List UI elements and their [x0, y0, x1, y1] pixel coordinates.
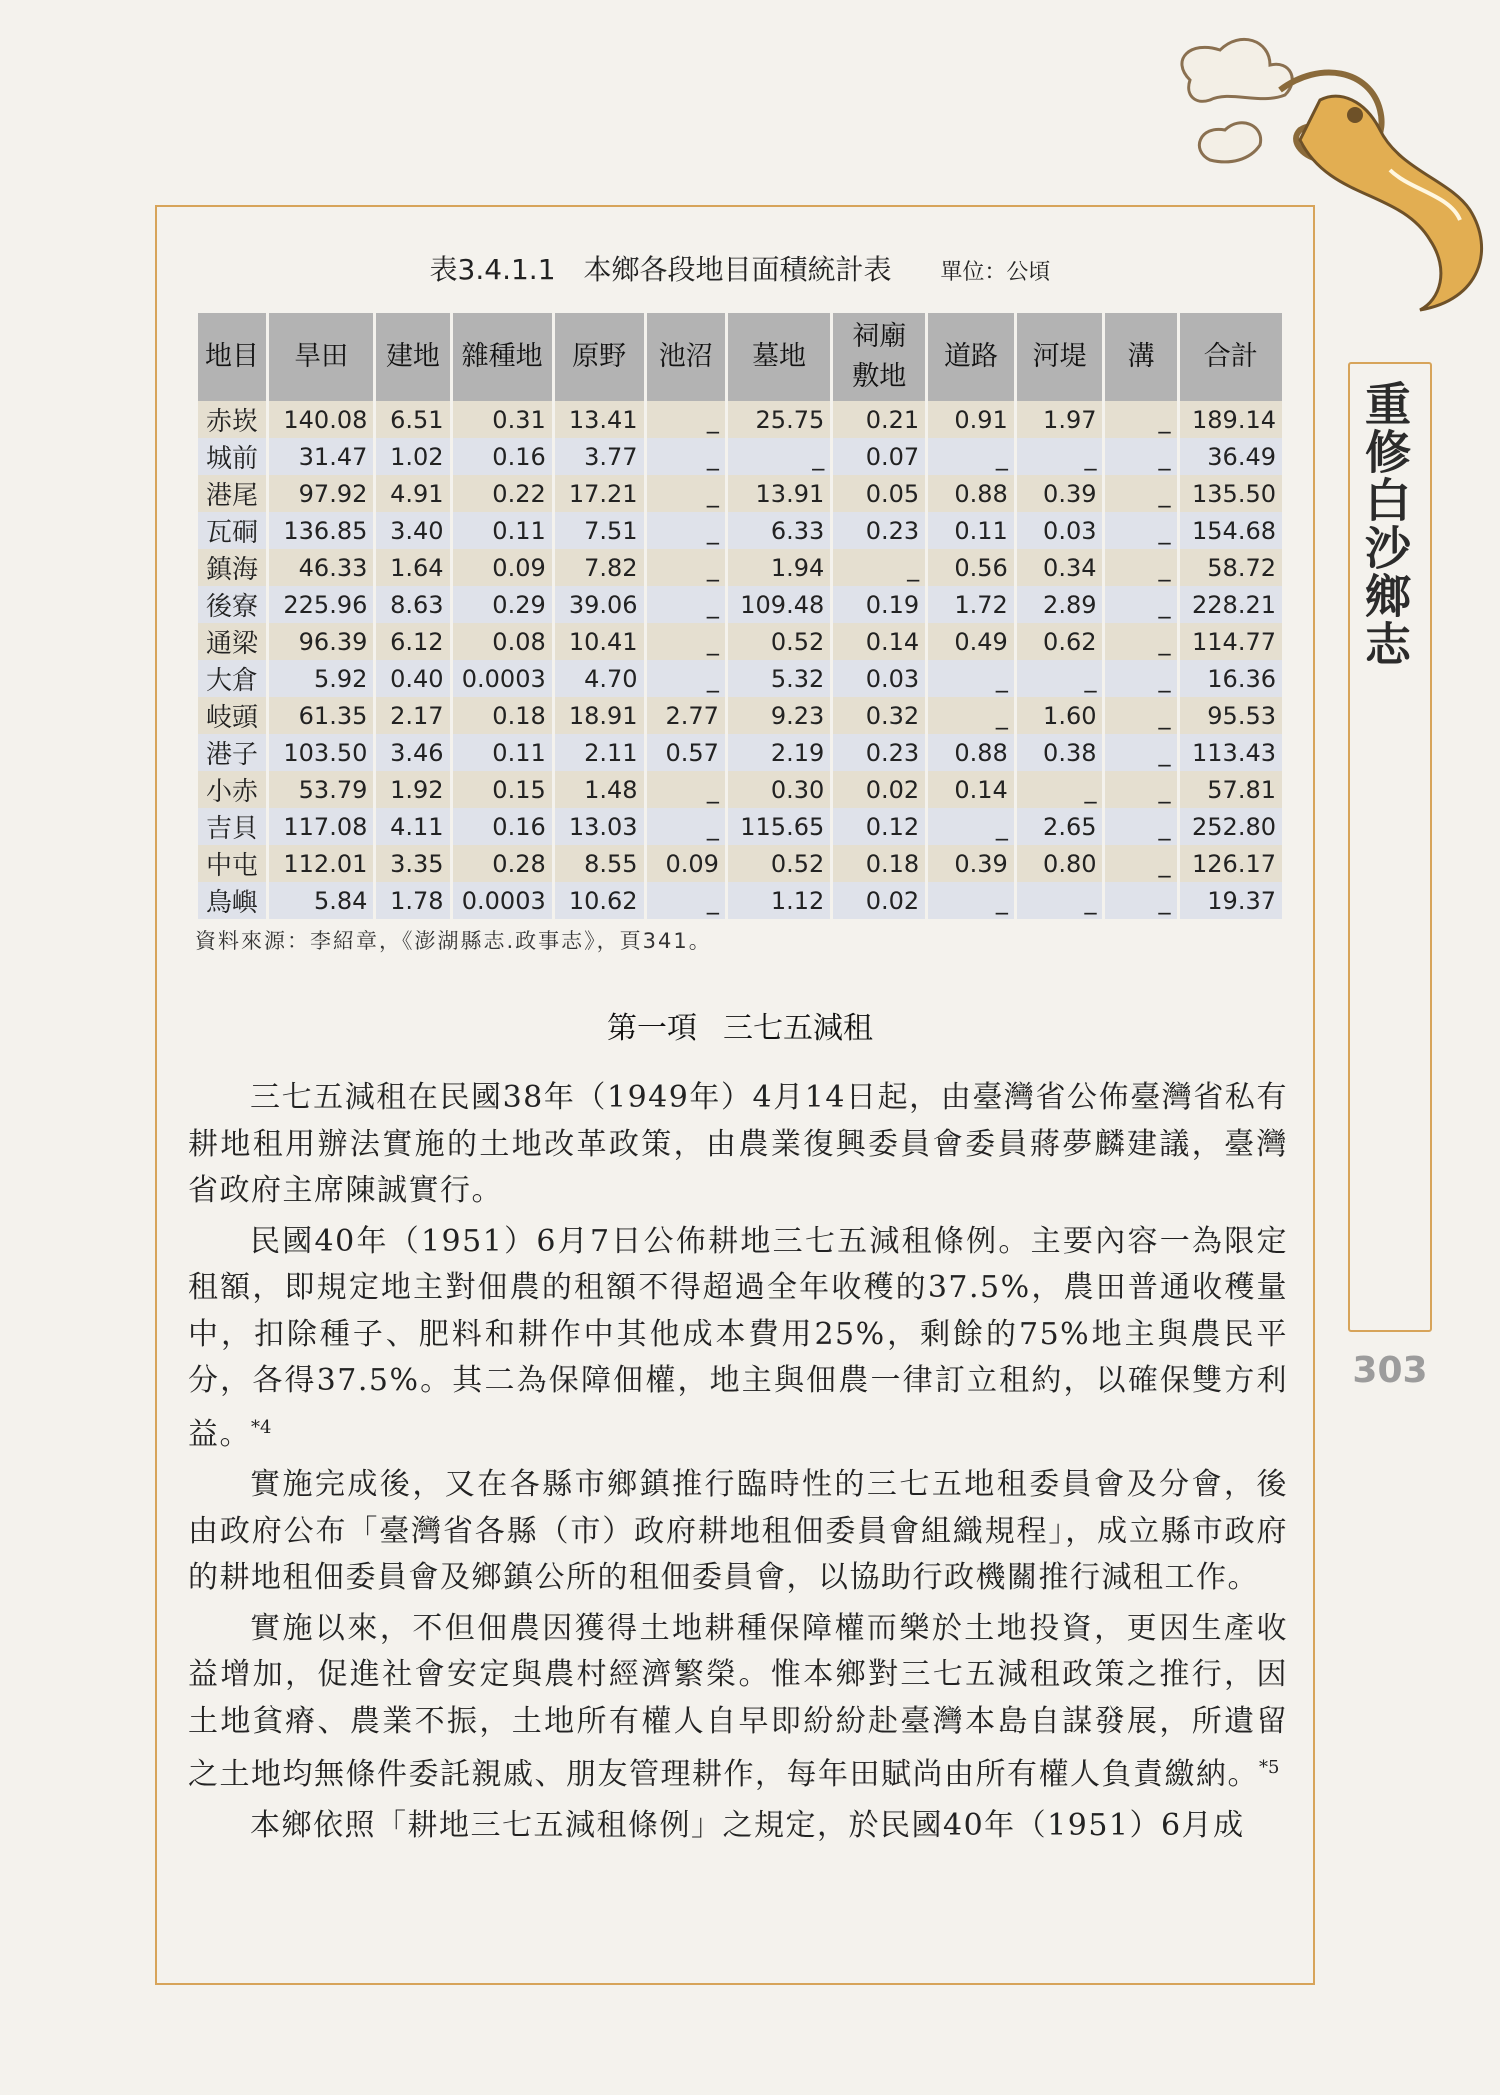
table-cell: 0.31	[453, 401, 552, 438]
table-cell: _	[1105, 623, 1176, 660]
table-cell: _	[647, 808, 725, 845]
table-cell: 115.65	[728, 808, 830, 845]
table-cell: 31.47	[269, 438, 373, 475]
table-cell: _	[647, 475, 725, 512]
table-cell: _	[1105, 549, 1176, 586]
paragraph	[188, 1075, 1288, 1215]
table-row	[198, 623, 1282, 660]
table-cell: 13.41	[555, 401, 644, 438]
row-label: 城前	[198, 438, 266, 475]
paragraph-text: 民國40年（1951）6月7日公佈耕地三七五減租條例。主要內容一為限定租額，即規定地主對佃農的租額不得超過全年收穫的37.5%，農田普通收穫量中，扣除種子、肥料和耕作中其他成本費用25%，剩餘的75%地主與農民平分，各得37.5%。其二為保障佃權，地主與佃農一律訂立租約，以確保雙方利益。	[188, 1223, 1288, 1452]
table-cell: _	[1105, 660, 1176, 697]
table-row	[198, 808, 1282, 845]
table-cell: 0.12	[833, 808, 925, 845]
table-cell: 126.17	[1180, 845, 1282, 882]
table-row	[198, 401, 1282, 438]
paragraph	[188, 1462, 1288, 1602]
table-cell: _	[647, 401, 725, 438]
table-source: 資料來源：李紹章，《澎湖縣志.政事志》，頁341。	[195, 929, 712, 953]
table-cell: 135.50	[1180, 475, 1282, 512]
table-cell: 0.56	[928, 549, 1014, 586]
table-cell: _	[1017, 882, 1103, 919]
table-header-cell: 原野	[555, 313, 644, 401]
table-cell: 8.55	[555, 845, 644, 882]
table-cell: 10.41	[555, 623, 644, 660]
table-cell: 0.07	[833, 438, 925, 475]
table-cell: 0.08	[453, 623, 552, 660]
table-cell: 25.75	[728, 401, 830, 438]
table-cell: 0.16	[453, 808, 552, 845]
row-label: 後寮	[198, 586, 266, 623]
table-cell: 6.51	[376, 401, 449, 438]
table-cell: 0.80	[1017, 845, 1103, 882]
table-cell: _	[1105, 475, 1176, 512]
table-cell: _	[647, 549, 725, 586]
table-cell: 0.52	[728, 623, 830, 660]
table-header-cell: 合計	[1180, 313, 1282, 401]
paragraph-text: 實施以來，不但佃農因獲得土地耕種保障權而樂於土地投資，更因生產收益增加，促進社會安定與農村經濟繁榮。惟本鄉對三七五減租政策之推行，因土地貧瘠、農業不振，土地所有權人自早即紛紛赴臺灣本島自謀發展，所遺留之土地均無條件委託親戚、朋友管理耕作，每年田賦尚由所有權人負責繳納。	[188, 1610, 1288, 1792]
table-cell: 1.12	[728, 882, 830, 919]
table-row	[198, 660, 1282, 697]
table-row	[198, 512, 1282, 549]
row-label: 通梁	[198, 623, 266, 660]
table-cell: 0.39	[1017, 475, 1103, 512]
table-cell: _	[1105, 734, 1176, 771]
paragraph-text: 本鄉依照「耕地三七五減租條例」之規定，於民國40年（1951）6月成	[250, 1807, 1245, 1843]
table-cell: 154.68	[1180, 512, 1282, 549]
table-cell: 10.62	[555, 882, 644, 919]
row-label: 港尾	[198, 475, 266, 512]
section-title: 三七五減租	[723, 1011, 873, 1046]
table-cell: 228.21	[1180, 586, 1282, 623]
table-cell: 0.40	[376, 660, 449, 697]
row-label: 小赤	[198, 771, 266, 808]
table-cell: 0.03	[833, 660, 925, 697]
table-cell: 96.39	[269, 623, 373, 660]
table-cell: 1.72	[928, 586, 1014, 623]
table-cell: 0.19	[833, 586, 925, 623]
table-title: 表3.4.1.1 本鄉各段地目面積統計表	[429, 253, 892, 286]
table-cell: _	[647, 623, 725, 660]
table-row	[198, 438, 1282, 475]
table-header-cell: 旱田	[269, 313, 373, 401]
table-cell: 2.19	[728, 734, 830, 771]
table-cell: 7.82	[555, 549, 644, 586]
table-cell: 189.14	[1180, 401, 1282, 438]
table-cell: 0.02	[833, 882, 925, 919]
table-cell: 113.43	[1180, 734, 1282, 771]
table-cell: 16.36	[1180, 660, 1282, 697]
table-cell: 0.62	[1017, 623, 1103, 660]
table-header-cell: 雜種地	[453, 313, 552, 401]
table-cell: 8.63	[376, 586, 449, 623]
table-cell: 0.05	[833, 475, 925, 512]
table-cell: 0.23	[833, 734, 925, 771]
table-row	[198, 771, 1282, 808]
table-cell: 18.91	[555, 697, 644, 734]
table-cell: 112.01	[269, 845, 373, 882]
table-cell: 36.49	[1180, 438, 1282, 475]
table-cell: _	[928, 697, 1014, 734]
page-number: 303	[1352, 1350, 1428, 1391]
table-header-cell: 溝	[1105, 313, 1176, 401]
table-cell: 252.80	[1180, 808, 1282, 845]
table-cell: 7.51	[555, 512, 644, 549]
section-heading	[195, 1003, 1285, 1047]
table-cell: _	[1105, 586, 1176, 623]
table-cell: 3.77	[555, 438, 644, 475]
table-cell: 0.09	[647, 845, 725, 882]
table-body	[198, 401, 1282, 919]
table-cell: 103.50	[269, 734, 373, 771]
table-cell: 3.46	[376, 734, 449, 771]
table-cell: 6.33	[728, 512, 830, 549]
table-cell: _	[1017, 438, 1103, 475]
row-label: 大倉	[198, 660, 266, 697]
table-cell: 1.92	[376, 771, 449, 808]
row-label: 港子	[198, 734, 266, 771]
table-cell: 0.57	[647, 734, 725, 771]
table-cell: 0.38	[1017, 734, 1103, 771]
table-cell: _	[647, 882, 725, 919]
table-cell: 0.22	[453, 475, 552, 512]
table-cell: 0.15	[453, 771, 552, 808]
table-cell: _	[647, 438, 725, 475]
row-label: 岐頭	[198, 697, 266, 734]
table-cell: 0.18	[833, 845, 925, 882]
table-cell: _	[1105, 438, 1176, 475]
table-cell: 0.88	[928, 734, 1014, 771]
table-cell: 1.60	[1017, 697, 1103, 734]
table-header-cell: 地目	[198, 313, 266, 401]
table-cell: 0.29	[453, 586, 552, 623]
table-cell: _	[1105, 401, 1176, 438]
table-cell: _	[1017, 771, 1103, 808]
footnote-ref: *4	[251, 1416, 272, 1438]
row-label: 鎮海	[198, 549, 266, 586]
table-cell: 117.08	[269, 808, 373, 845]
table-cell: 0.09	[453, 549, 552, 586]
table-cell: 2.77	[647, 697, 725, 734]
paragraph-text: 三七五減租在民國38年（1949年）4月14日起，由臺灣省公佈臺灣省私有耕地租用辦法實施的土地改革政策，由農業復興委員會委員蔣夢麟建議，臺灣省政府主席陳誠實行。	[188, 1080, 1288, 1208]
table-cell: 58.72	[1180, 549, 1282, 586]
table-cell: 0.11	[453, 734, 552, 771]
table-cell: 57.81	[1180, 771, 1282, 808]
table-cell: 2.17	[376, 697, 449, 734]
table-cell: _	[1105, 882, 1176, 919]
table-cell: 0.0003	[453, 882, 552, 919]
footnote-ref: *5	[1259, 1757, 1280, 1778]
table-cell: 2.11	[555, 734, 644, 771]
table-row	[198, 475, 1282, 512]
table-cell: 1.94	[728, 549, 830, 586]
table-cell: 4.11	[376, 808, 449, 845]
table-row	[198, 845, 1282, 882]
table-header-cell: 祠廟敷地	[833, 313, 925, 401]
table-cell: 1.97	[1017, 401, 1103, 438]
table-cell: 5.84	[269, 882, 373, 919]
table-cell: 5.32	[728, 660, 830, 697]
table-row	[198, 697, 1282, 734]
body-text	[188, 1075, 1288, 1853]
table-cell: 0.39	[928, 845, 1014, 882]
table-cell: _	[647, 512, 725, 549]
table-cell: 0.03	[1017, 512, 1103, 549]
table-header-cell: 墓地	[728, 313, 830, 401]
table-cell: 140.08	[269, 401, 373, 438]
table-cell: 0.34	[1017, 549, 1103, 586]
book-title: 重修白沙鄉志	[1358, 380, 1412, 668]
table-cell: 0.11	[928, 512, 1014, 549]
table-cell: _	[1105, 512, 1176, 549]
table-cell: 0.16	[453, 438, 552, 475]
table-cell: 53.79	[269, 771, 373, 808]
table-cell: 13.91	[728, 475, 830, 512]
table-row	[198, 586, 1282, 623]
table-cell: 0.18	[453, 697, 552, 734]
table-cell: 0.02	[833, 771, 925, 808]
table-cell: 1.64	[376, 549, 449, 586]
table-cell: _	[728, 438, 830, 475]
table-header-cell: 池沼	[647, 313, 725, 401]
table-cell: _	[928, 660, 1014, 697]
table-cell: 0.14	[928, 771, 1014, 808]
table-cell: 0.49	[928, 623, 1014, 660]
table-header-cell: 建地	[376, 313, 449, 401]
table-caption	[195, 248, 1285, 288]
table-cell: 0.23	[833, 512, 925, 549]
table-cell: 0.91	[928, 401, 1014, 438]
table-row	[198, 734, 1282, 771]
table-cell: _	[928, 438, 1014, 475]
table-cell: 0.28	[453, 845, 552, 882]
table-cell: 0.52	[728, 845, 830, 882]
paragraph	[188, 1219, 1288, 1459]
table-cell: _	[1017, 660, 1103, 697]
table-row	[198, 549, 1282, 586]
paragraph	[188, 1803, 1288, 1850]
table-cell: 46.33	[269, 549, 373, 586]
table-cell: 2.65	[1017, 808, 1103, 845]
table-cell: 1.48	[555, 771, 644, 808]
table-cell: 2.89	[1017, 586, 1103, 623]
table-cell: _	[647, 660, 725, 697]
table-cell: 3.35	[376, 845, 449, 882]
table-cell: 97.92	[269, 475, 373, 512]
table-header-cell: 道路	[928, 313, 1014, 401]
table-cell: 0.0003	[453, 660, 552, 697]
table-cell: 0.32	[833, 697, 925, 734]
table-cell: 114.77	[1180, 623, 1282, 660]
row-label: 瓦硐	[198, 512, 266, 549]
paragraph	[188, 1606, 1288, 1799]
table-cell: 0.88	[928, 475, 1014, 512]
table-cell: _	[928, 808, 1014, 845]
table-cell: _	[928, 882, 1014, 919]
table-cell: 13.03	[555, 808, 644, 845]
table-cell: 61.35	[269, 697, 373, 734]
table-cell: 5.92	[269, 660, 373, 697]
table-cell: 1.78	[376, 882, 449, 919]
table-cell: 1.02	[376, 438, 449, 475]
table-header-row	[198, 313, 1282, 401]
row-label: 中屯	[198, 845, 266, 882]
land-area-table	[195, 313, 1285, 919]
table-cell: _	[647, 771, 725, 808]
table-cell: 39.06	[555, 586, 644, 623]
table-cell: 0.30	[728, 771, 830, 808]
section-number: 第一項	[607, 1011, 697, 1046]
table-cell: _	[1105, 808, 1176, 845]
table-cell: _	[833, 549, 925, 586]
row-label: 赤崁	[198, 401, 266, 438]
paragraph-text: 實施完成後，又在各縣市鄉鎮推行臨時性的三七五地租委員會及分會，後由政府公布「臺灣省各縣（市）政府耕地租佃委員會組織規程」，成立縣市政府的耕地租佃委員會及鄉鎮公所的租佃委員會，以協助行政機關推行減租工作。	[188, 1467, 1288, 1595]
table-cell: 0.21	[833, 401, 925, 438]
table-cell: _	[1105, 845, 1176, 882]
table-header-cell: 河堤	[1017, 313, 1103, 401]
table-cell: 0.11	[453, 512, 552, 549]
table-cell: 0.14	[833, 623, 925, 660]
table-cell: 4.70	[555, 660, 644, 697]
table-cell: 3.40	[376, 512, 449, 549]
table-cell: _	[1105, 697, 1176, 734]
table-cell: 95.53	[1180, 697, 1282, 734]
table-cell: 136.85	[269, 512, 373, 549]
table-cell: 225.96	[269, 586, 373, 623]
table-cell: 4.91	[376, 475, 449, 512]
table-cell: _	[1105, 771, 1176, 808]
table-cell: 109.48	[728, 586, 830, 623]
table-unit: 單位：公頃	[940, 260, 1051, 285]
table-cell: 19.37	[1180, 882, 1282, 919]
row-label: 鳥嶼	[198, 882, 266, 919]
table-cell: 9.23	[728, 697, 830, 734]
table-cell: 17.21	[555, 475, 644, 512]
table-row	[198, 882, 1282, 919]
table-cell: _	[647, 586, 725, 623]
row-label: 吉貝	[198, 808, 266, 845]
table-cell: 6.12	[376, 623, 449, 660]
